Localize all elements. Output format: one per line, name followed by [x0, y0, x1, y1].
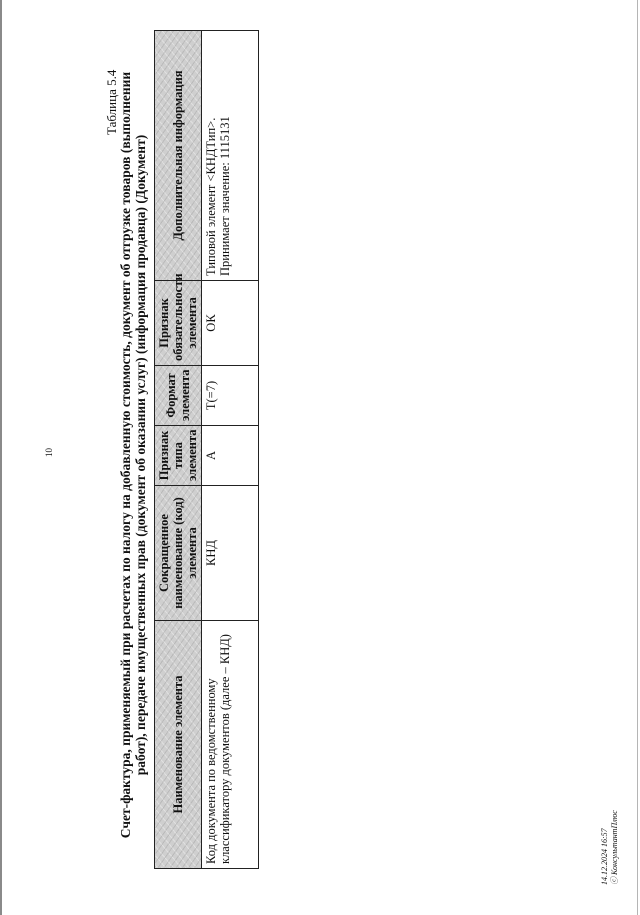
- cell-element-type: А: [202, 426, 259, 486]
- elements-table: [154, 30, 259, 869]
- table-title-line-1: Счет-фактура, применяемый при расчетах по налогу на добавленную стоимость, документ об отгрузке товаров (выполнении: [118, 71, 133, 839]
- footer-stamp: [600, 810, 620, 885]
- header-element-type: Признак типа элемента: [155, 426, 202, 486]
- table-title: [118, 35, 148, 875]
- table-title-line-2: работ), передаче имущественных прав (документ об оказании услуг) (информация продавца) (Документ): [133, 134, 148, 776]
- header-element-format: Формат элемента: [155, 366, 202, 426]
- page-number: 10: [44, 448, 54, 457]
- cell-element-format: T(=7): [202, 366, 259, 426]
- cell-element-required: ОК: [202, 281, 259, 366]
- table-header-row: [155, 31, 202, 869]
- cell-additional-info: [202, 31, 259, 281]
- footer-timestamp: 14.12.2024 16:57: [600, 828, 609, 885]
- cell-element-name: Код документа по ведомственному классификатору документов (далее – КНД): [202, 621, 259, 869]
- footer-source: ⓒ КонсультантПлюс: [610, 810, 619, 885]
- header-element-code: Сокращенное наименование (код) элемента: [155, 486, 202, 621]
- table-caption: Таблица 5.4: [104, 69, 119, 135]
- table-row: [202, 31, 259, 869]
- cell-additional-info-line-1: Типовой элемент <КНДТип>.: [204, 117, 218, 276]
- cell-element-code: КНД: [202, 486, 259, 621]
- cell-additional-info-line-2: Принимает значение: 1115131: [218, 116, 232, 276]
- header-additional-info: Дополнительная информация: [155, 31, 202, 281]
- header-element-name: Наименование элемента: [155, 621, 202, 869]
- header-element-required: Признак обязательности элемента: [155, 281, 202, 366]
